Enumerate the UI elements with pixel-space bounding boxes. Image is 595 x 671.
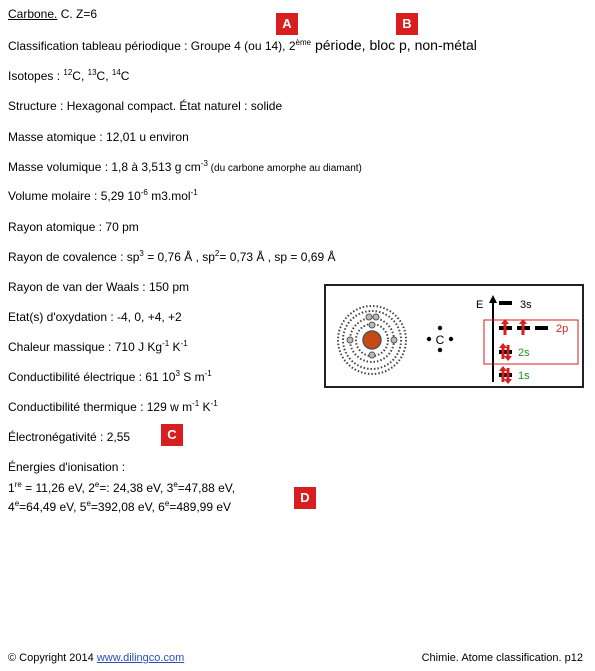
level-1s-label: 1s [518, 370, 530, 382]
atom-diagram-svg [326, 286, 582, 386]
ionisation-title: Énergies d'ionisation : [8, 460, 126, 474]
level-3s-label: 3s [520, 299, 532, 311]
electron [347, 337, 353, 343]
nucleus [363, 331, 381, 349]
structure-line: Structure : Hexagonal compact. État naturel : solide [8, 99, 283, 113]
electron [391, 337, 397, 343]
electronegativite-line: Électronégativité : 2,55 [8, 430, 131, 444]
footer-link[interactable]: www.dilingco.com [96, 652, 185, 664]
lewis-symbol: C [435, 333, 445, 347]
lewis-dot [438, 348, 442, 352]
lewis-dot [438, 326, 442, 330]
rayon-covalence-line: Rayon de covalence : $sp^3 = 0,76$ Å , $sp^2= 0,73$ Å , sp = 0,69 Å [8, 249, 336, 264]
level-2s-label: 2s [518, 347, 530, 359]
marker-b: B [396, 13, 418, 35]
electron-arrow-1s-down-head [504, 379, 512, 384]
volume-molaire-line: Volume molaire : 5,29 $10^{-6}$ m3.mol$^{-1}$ [8, 188, 198, 203]
electron-arrow-1s-up-head [499, 366, 507, 371]
chaleur-line: Chaleur massique : 710 J $Kg^{-1}$ $K^{-1}$ [8, 339, 188, 354]
energy-axis-arrowhead [489, 295, 497, 303]
level-2p-label: 2p [556, 323, 569, 335]
marker-d: D [294, 487, 316, 509]
electron [369, 352, 375, 358]
electron [369, 322, 375, 328]
atom-diagram [324, 284, 584, 388]
marker-c: C [161, 424, 183, 446]
cond-elec-line: Conductibilité électrique : 61 $10^3$ S $m^{-1}$ [8, 369, 212, 384]
rayon-atomique-line: Rayon atomique : 70 pm [8, 220, 139, 234]
bohr-model [338, 306, 406, 374]
lewis-dot [427, 337, 431, 341]
footer-page-info: Chimie. Atome classification. p12 [421, 652, 583, 664]
rayon-vdw-line: Rayon de van der Waals : 150 pm [8, 280, 189, 294]
element-title [8, 7, 97, 21]
ionisation-line-2: $4^e=64,49$ eV, $5^e=392,08$ eV, $6^e=489,99$ eV [8, 499, 232, 514]
electron [373, 314, 379, 320]
masse-atomique-line: Masse atomique : 12,01 u environ [8, 130, 189, 144]
electron-arrow-2s-up-head [499, 343, 507, 348]
classification-line: Classification tableau périodique : Groupe 4 (ou 14), 2ème période, bloc p, non-métal [8, 37, 477, 53]
masse-volumique-line: Masse volumique : 1,8 à 3,513 g $cm^{-3}$ (du carbone amorphe au diamant) [8, 159, 362, 174]
lewis-dot [449, 337, 453, 341]
element-name: Carbone. [8, 7, 58, 21]
ionisation-line-1: 1re = 11,26 eV, $2^e=$: 24,38 eV, $3^e=47,88$ eV, [8, 480, 236, 495]
energy-axis-label: E [476, 299, 484, 311]
isotopes-line: Isotopes : $^{12}$C, $^{13}$C, $^{14}$C [8, 68, 130, 83]
footer-copyright: © Copyright 2014 www.dilingco.com [8, 652, 185, 664]
oxydation-line: Etat(s) d'oxydation : -4, 0, +4, +2 [8, 310, 182, 324]
marker-a: A [276, 13, 298, 35]
energy-diagram [476, 295, 578, 384]
lewis-structure [427, 326, 453, 352]
electron-arrow-2s-down-head [504, 356, 512, 361]
electron [366, 314, 372, 320]
element-symbol-z: C. Z=6 [57, 7, 98, 21]
cond-therm-line: Conductibilité thermique : 129 w $m^{-1}$ $K^{-1}$ [8, 399, 218, 414]
